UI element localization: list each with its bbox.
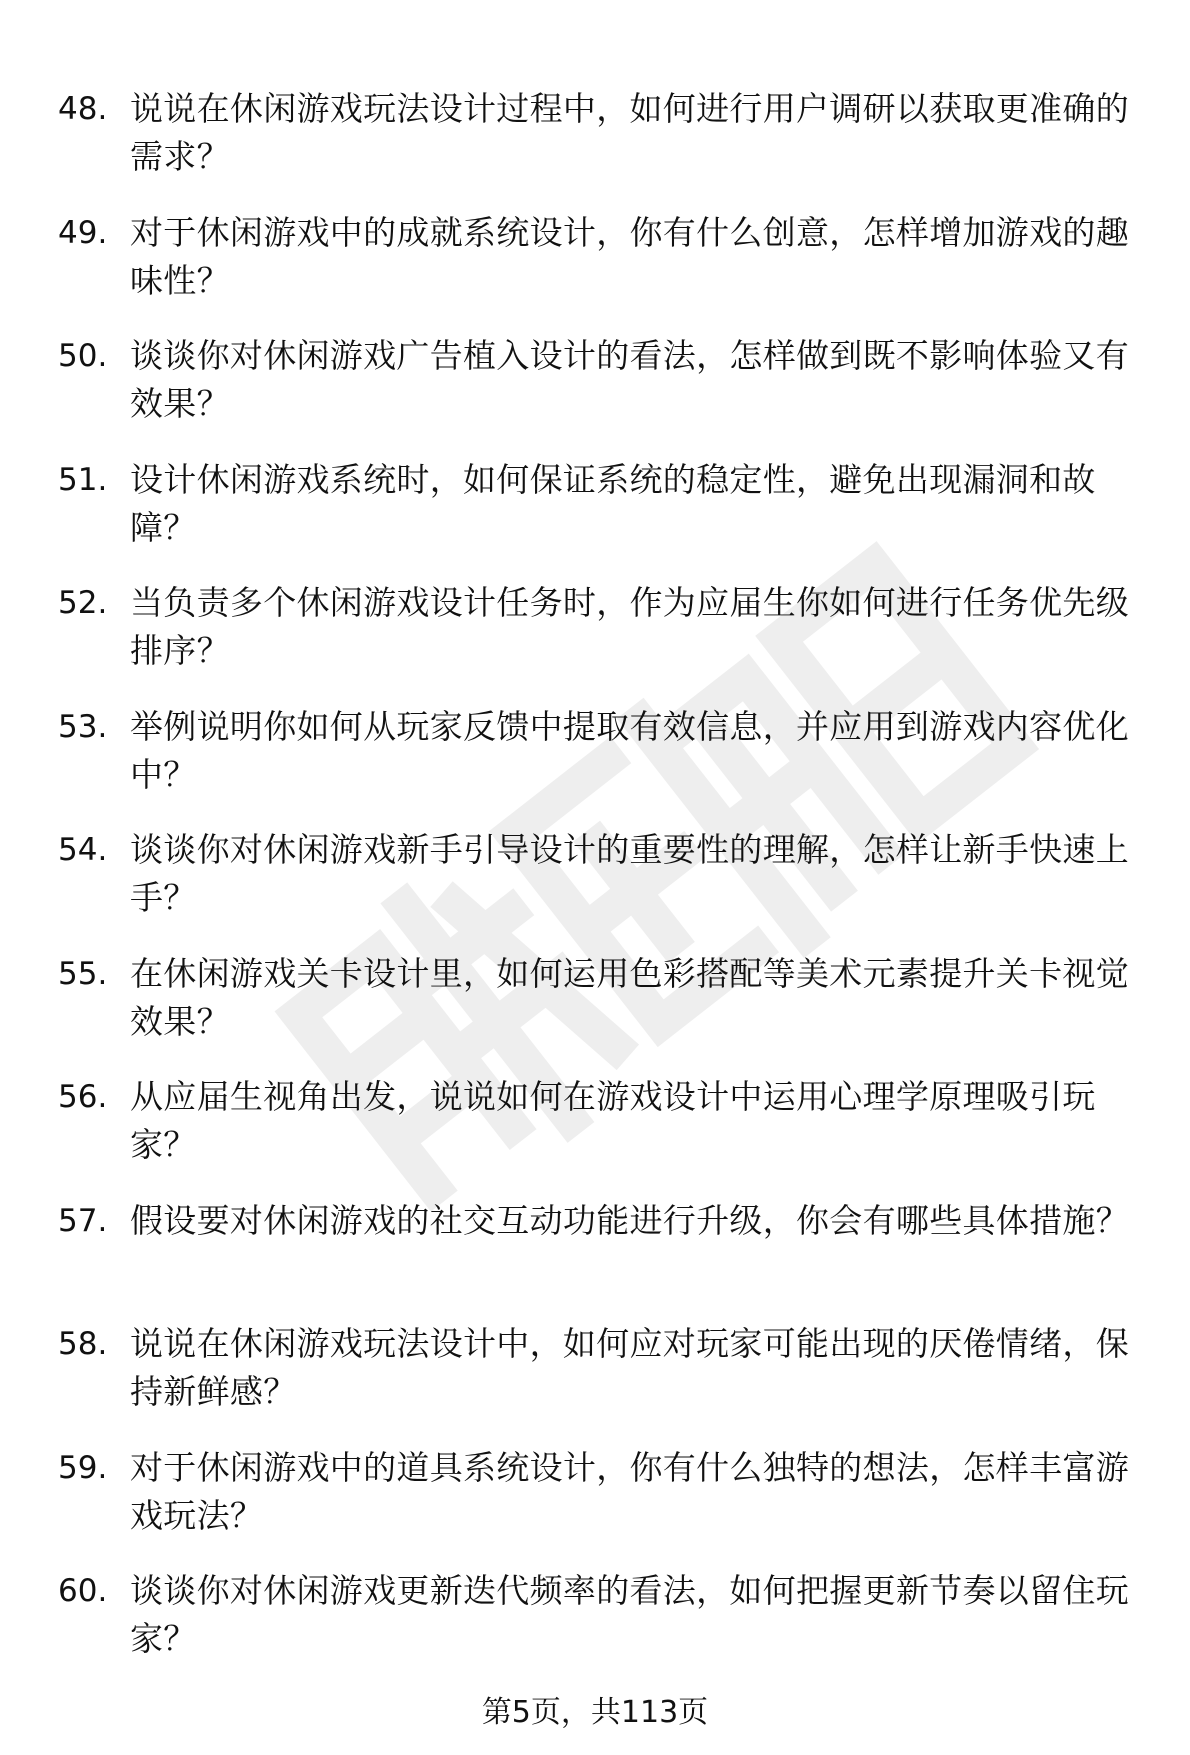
list-item — [0, 1197, 1190, 1321]
question-number: 53. — [58, 708, 108, 745]
question-number: 51. — [58, 461, 108, 498]
question-number: 52. — [58, 585, 108, 621]
question-text: 谈谈你对休闲游戏更新迭代频率的看法，如何把握更新节奏以留住玩家？ — [130, 1571, 1129, 1658]
list-item — [0, 1073, 1190, 1197]
list-item — [0, 209, 1190, 333]
question-text: 设计休闲游戏系统时，如何保证系统的稳定性，避免出现漏洞和故障？ — [130, 459, 1096, 547]
list-item — [0, 1444, 1190, 1568]
list-item — [0, 950, 1190, 1074]
question-number: 57. — [58, 1202, 108, 1239]
question-text: 对于休闲游戏中的道具系统设计，你有什么独特的想法，怎样丰富游戏玩法？ — [130, 1447, 1129, 1535]
list-item — [0, 826, 1190, 950]
question-number: 56. — [58, 1079, 108, 1115]
question-text: 说说在休闲游戏玩法设计过程中，如何进行用户调研以获取更准确的需求？ — [130, 89, 1129, 176]
list-item — [0, 579, 1190, 703]
question-number: 60. — [58, 1573, 108, 1609]
page-footer: 第5页，共113页 — [481, 1695, 709, 1730]
question-text: 在休闲游戏关卡设计里，如何运用色彩搭配等美术元素提升关卡视觉效果？ — [130, 953, 1129, 1041]
question-text: 假设要对休闲游戏的社交互动功能进行升级，你会有哪些具体措施？ — [130, 1200, 1129, 1240]
question-number: 48. — [58, 91, 108, 127]
list-item — [0, 332, 1190, 456]
question-number: 50. — [58, 338, 108, 374]
list-item — [0, 85, 1190, 209]
question-text: 从应届生视角出发，说说如何在游戏设计中运用心理学原理吸引玩家？ — [130, 1077, 1096, 1164]
question-number: 49. — [58, 214, 108, 251]
question-list — [0, 85, 1190, 1691]
question-text: 举例说明你如何从玩家反馈中提取有效信息，并应用到游戏内容优化中？ — [130, 706, 1129, 794]
question-text: 谈谈你对休闲游戏广告植入设计的看法，怎样做到既不影响体验又有效果？ — [130, 336, 1129, 423]
question-text: 对于休闲游戏中的成就系统设计，你有什么创意，怎样增加游戏的趣味性？ — [130, 212, 1129, 300]
question-number: 59. — [58, 1449, 108, 1486]
list-item — [0, 456, 1190, 580]
list-item — [0, 1567, 1190, 1691]
question-number: 58. — [58, 1326, 108, 1362]
list-item — [0, 1320, 1190, 1444]
list-item — [0, 703, 1190, 827]
question-text: 当负责多个休闲游戏设计任务时，作为应届生你如何进行任务优先级排序？ — [130, 583, 1129, 670]
question-number: 54. — [58, 832, 108, 868]
question-text: 谈谈你对休闲游戏新手引导设计的重要性的理解，怎样让新手快速上手？ — [130, 830, 1129, 917]
question-number: 55. — [58, 955, 108, 992]
question-text: 说说在休闲游戏玩法设计中，如何应对玩家可能出现的厌倦情绪，保持新鲜感？ — [130, 1324, 1129, 1411]
